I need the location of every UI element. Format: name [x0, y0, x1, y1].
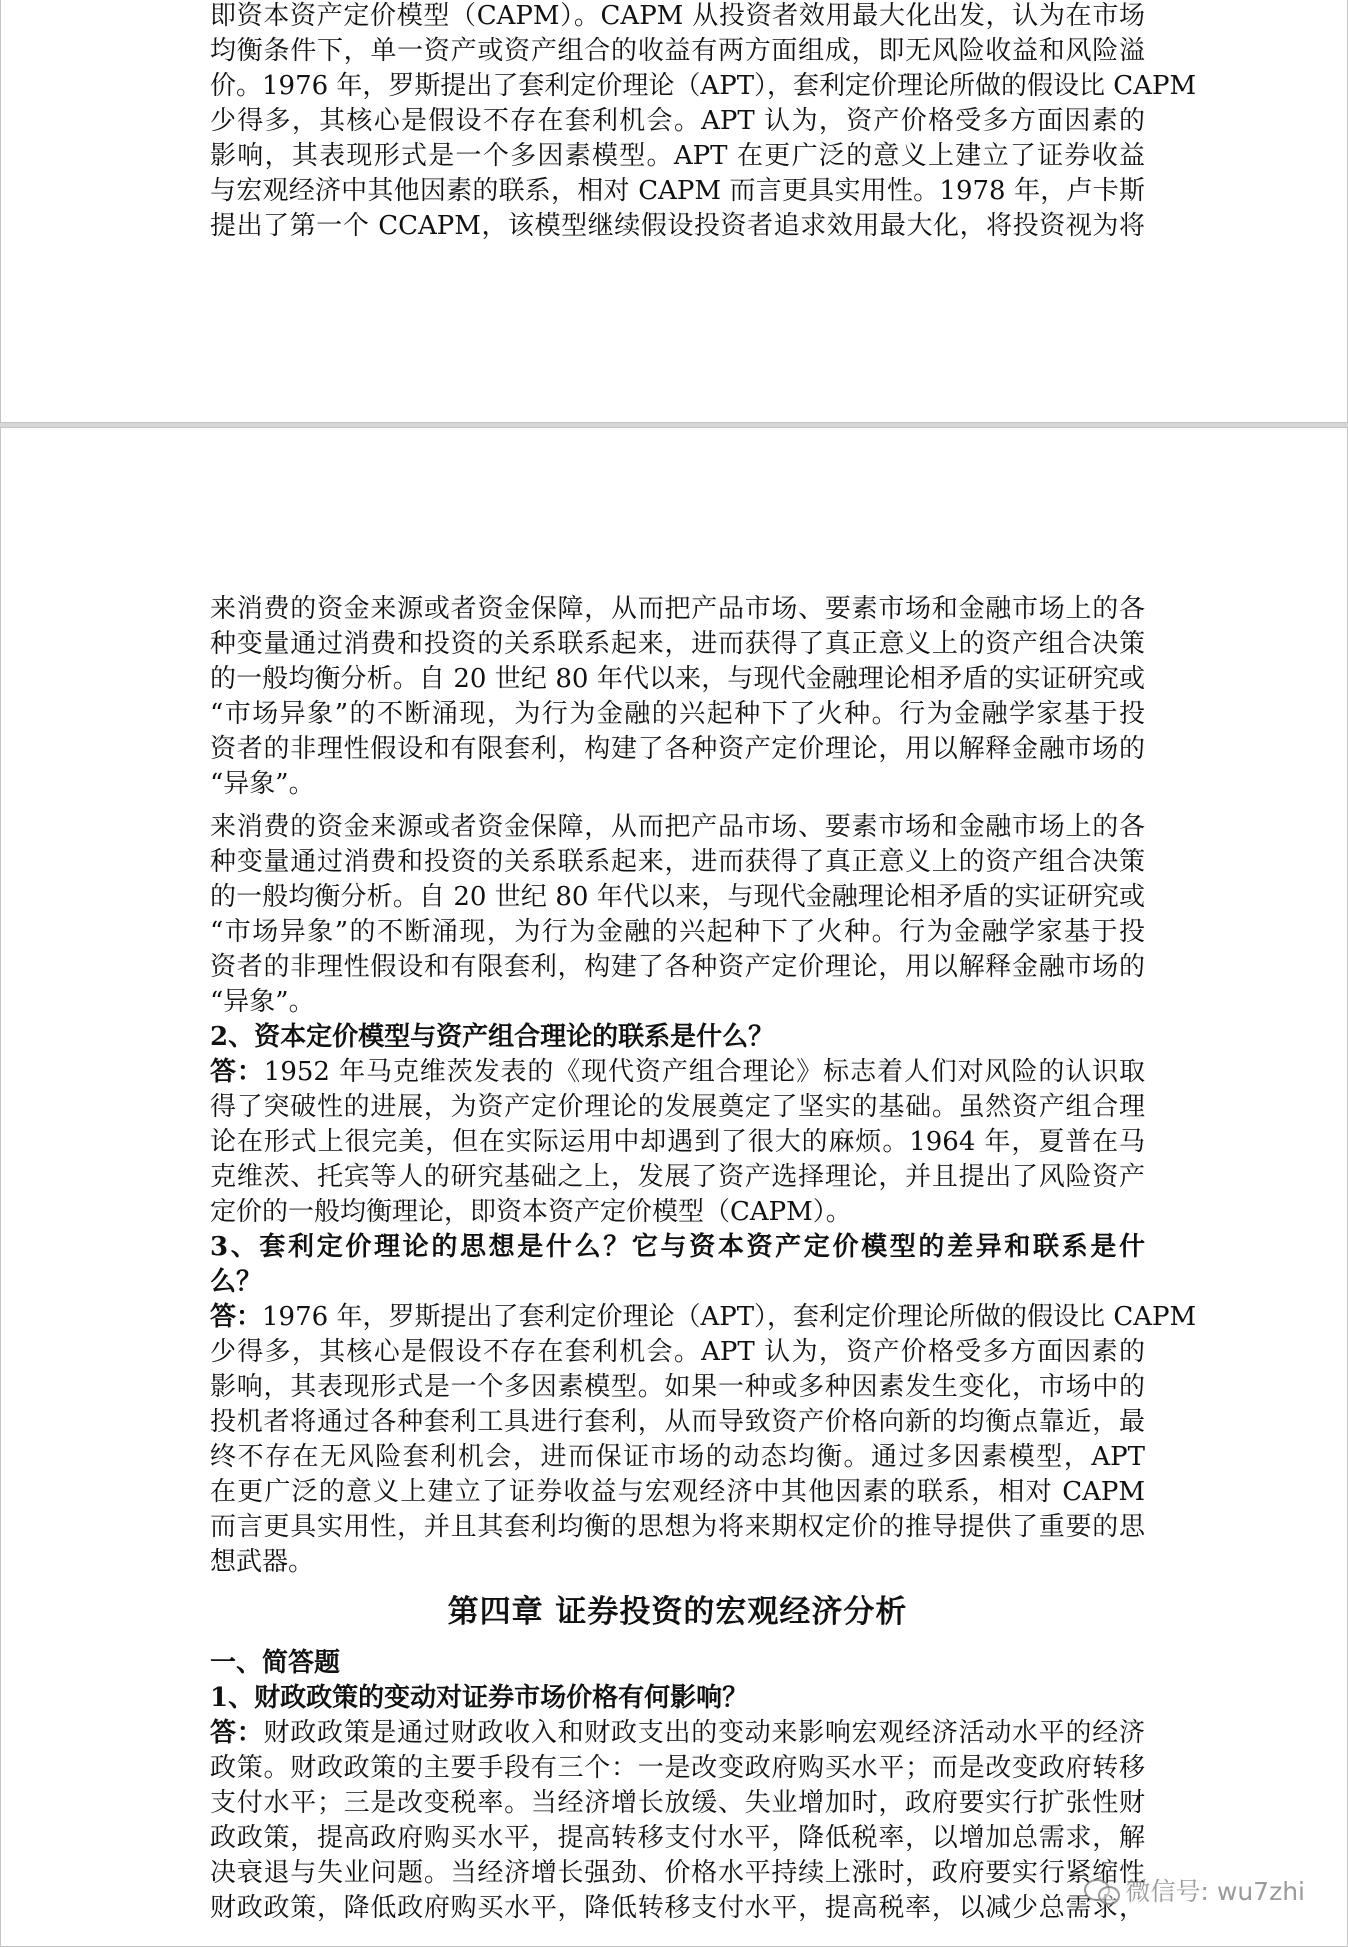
text-line: 资者的非理性假设和有限套利，构建了各种资产定价理论，用以解释金融市场的: [210, 952, 1145, 982]
text-line: 少得多，其核心是假设不存在套利机会。APT 认为，资产价格受多方面因素的: [210, 1337, 1145, 1367]
answer-text: 财政政策是通过财政收入和财政支出的变动来影响宏观经济活动水平的经济: [263, 1718, 1145, 1748]
text-line: 决衰退与失业问题。当经济增长强劲、价格水平持续上涨时，政府要实行紧缩性: [210, 1858, 1145, 1888]
question-title: 2、资本定价模型与资产组合理论的联系是什么？: [210, 1022, 775, 1052]
text-line: 得了突破性的进展，为资产定价理论的发展奠定了坚实的基础。虽然资产组合理: [210, 1092, 1145, 1122]
text-line: 种变量通过消费和投资的关系联系起来，进而获得了真正意义上的资产组合决策: [210, 847, 1145, 877]
text-line: 影响，其表现形式是一个多因素模型。APT 在更广泛的意义上建立了证券收益: [210, 141, 1145, 171]
wechat-watermark: [1084, 1872, 1305, 1908]
question-title: 么？: [210, 1267, 263, 1297]
text-line: 论在形式上很完美，但在实际运用中却遇到了很大的麻烦。1964 年，夏普在马: [210, 1127, 1145, 1157]
answer-first-line: [210, 1055, 1145, 1090]
text-line: 想武器。: [210, 1547, 315, 1577]
question-1-heading: [210, 1681, 1145, 1716]
text-line: 来消费的资金来源或者资金保障，从而把产品市场、要素市场和金融市场上的各: [210, 812, 1145, 842]
text-line: 与宏观经济中其他因素的联系，相对 CAPM 而言更具实用性。1978 年，卢卡斯: [210, 176, 1145, 206]
answer-label: 答：: [210, 1057, 264, 1087]
section-title: [210, 1646, 1145, 1681]
paragraph-capm-history: [210, 0, 1197, 244]
text-line: 即资本资产定价模型（CAPM）。CAPM 从投资者效用最大化出发，认为在市场: [210, 1, 1145, 31]
page-1-body: [210, 0, 1197, 252]
text-line: 的一般均衡分析。自 20 世纪 80 年代以来，与现代金融理论相矛盾的实证研究或: [210, 664, 1145, 694]
text-line: 提出了第一个 CCAPM，该模型继续假设投资者追求效用最大化，将投资视为将: [210, 211, 1145, 241]
answer-first-line: [210, 1300, 1197, 1335]
page-2-body: [210, 592, 1197, 1926]
text-line: “市场异象”的不断涌现，为行为金融的兴起种下了火种。行为金融学家基于投: [210, 917, 1145, 947]
text-line: 种变量通过消费和投资的关系联系起来，进而获得了真正意义上的资产组合决策: [210, 629, 1145, 659]
text-line: “异象”。: [210, 987, 315, 1017]
text-line: 少得多，其核心是假设不存在套利机会。APT 认为，资产价格受多方面因素的: [210, 106, 1145, 136]
text-line: 政政策，提高政府购买水平，提高转移支付水平，降低税率，以增加总需求，解: [210, 1823, 1145, 1853]
text-line: 投机者将通过各种套利工具进行套利，从而导致资产价格向新的均衡点靠近，最: [210, 1407, 1145, 1437]
text-line: 定价的一般均衡理论，即资本资产定价模型（CAPM）。: [210, 1197, 852, 1227]
text-line: 财政政策，降低政府购买水平，降低转移支付水平，提高税率，以减少总需求，: [210, 1893, 1145, 1923]
answer-first-line: [210, 1716, 1145, 1751]
text-line: “市场异象”的不断涌现，为行为金融的兴起种下了火种。行为金融学家基于投: [210, 699, 1145, 729]
text-line: 来消费的资金来源或者资金保障，从而把产品市场、要素市场和金融市场上的各: [210, 594, 1145, 624]
text-line: 克维茨、托宾等人的研究基础之上，发展了资产选择理论，并且提出了风险资产: [210, 1162, 1145, 1192]
question-title: 3、套利定价理论的思想是什么？它与资本资产定价模型的差异和联系是什: [210, 1232, 1145, 1262]
text-line: 而言更具实用性，并且其套利均衡的思想为将来期权定价的推导提供了重要的思: [210, 1512, 1145, 1542]
text-line: 资者的非理性假设和有限套利，构建了各种资产定价理论，用以解释金融市场的: [210, 734, 1145, 764]
text-line: 均衡条件下，单一资产或资产组合的收益有两方面组成，即无风险收益和风险溢: [210, 36, 1145, 66]
text-line: 在更广泛的意义上建立了证券收益与宏观经济中其他因素的联系，相对 CAPM: [210, 1477, 1145, 1507]
answer-text: 1952 年马克维茨发表的《现代资产组合理论》标志着人们对风险的认识取: [263, 1057, 1145, 1087]
section-title-text: 一、简答题: [210, 1648, 341, 1678]
text-line: 影响，其表现形式是一个多因素模型。如果一种或多种因素发生变化，市场中的: [210, 1372, 1145, 1402]
chapter-title: 第四章 证券投资的宏观经济分析: [447, 1594, 908, 1630]
text-line: 的一般均衡分析。自 20 世纪 80 年代以来，与现代金融理论相矛盾的实证研究或: [210, 882, 1145, 912]
answer-text: 1976 年，罗斯提出了套利定价理论（APT），套利定价理论所做的假设比 CAPM: [262, 1302, 1197, 1332]
wechat-icon: [1084, 1877, 1120, 1903]
text-line: 价。1976 年，罗斯提出了套利定价理论（APT），套利定价理论所做的假设比 CAPM: [210, 71, 1197, 101]
question-title: 1、财政政策的变动对证券市场价格有何影响？: [210, 1683, 749, 1713]
paragraph-ccapm-behavioral-repeat: [210, 810, 1145, 1020]
text-line: 支付水平；三是改变税率。当经济增长放缓、失业增加时，政府要实行扩张性财: [210, 1788, 1145, 1818]
question-2-answer: [210, 1055, 1145, 1230]
question-3-heading: [210, 1230, 1145, 1300]
answer-label: 答：: [210, 1718, 264, 1748]
answer-label: 答：: [210, 1302, 263, 1332]
document-page-1: [0, 0, 1348, 423]
paragraph-ccapm-behavioral: [210, 592, 1145, 802]
question-1-answer: [210, 1716, 1145, 1926]
question-3-answer: [210, 1300, 1197, 1580]
watermark-text: 微信号: wu7zhi: [1125, 1877, 1305, 1906]
text-line: “异象”。: [210, 769, 315, 799]
question-2-heading: [210, 1020, 1145, 1055]
document-page-2: [0, 427, 1348, 1947]
text-line: 终不存在无风险套利机会，进而保证市场的动态均衡。通过多因素模型，APT: [210, 1442, 1145, 1472]
text-line: 政策。财政政策的主要手段有三个：一是改变政府购买水平；而是改变政府转移: [210, 1753, 1145, 1783]
